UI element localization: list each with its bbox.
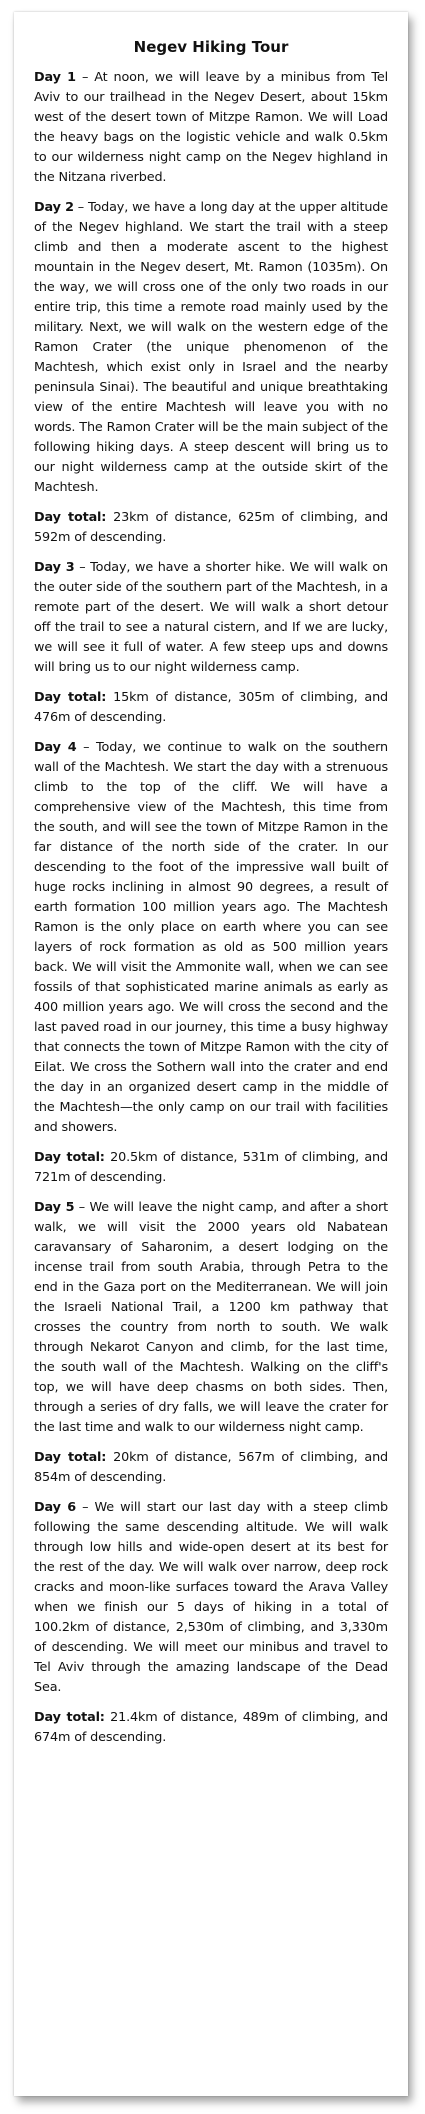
day-1-paragraph	[34, 68, 388, 188]
day-text: – Today, we have a shorter hike. We will walk on the outer side of the southern part of the Machtesh, in a remote part of the desert. We will walk a short detour off the trail to see a natural cistern, and If we are lucky, we will see it full of water. A few steep ups and downs will bring us to our night wilderness camp.	[34, 560, 388, 675]
day-2-paragraph	[34, 198, 388, 498]
day-label: Day 1	[34, 70, 76, 85]
day-total-label: Day total:	[34, 510, 107, 525]
day-label: Day 3	[34, 560, 75, 575]
day-text: – Today, we have a long day at the upper altitude of the Negev highland. We start the trail with a steep climb and then a moderate ascent to the highest mountain in the Negev desert, Mt. Ramon (1035m). On the way, we will cross one of the only two roads in our entire trip, this time a remote road mainly used by the military. Next, we will walk on the western edge of the Ramon Crater (the unique phenomenon of the Machtesh, which exist only in Israel and the nearby peninsula Sinai). The beautiful and unique breathtaking view of the entire Machtesh will leave you with no words. The Ramon Crater will be the main subject of the following hiking days. A steep descent will bring us to our night wilderness camp at the outside skirt of the Machtesh.	[34, 200, 388, 495]
day-4-total	[34, 1148, 388, 1188]
day-text: – We will leave the night camp, and after a short walk, we will visit the 2000 years old Nabatean caravansary of Saharonim, a desert lodging on the incense trail from south Arabia, through Petra to the end in the Gaza port on the Mediterranean. We will join the Israeli National Trail, a 1200 km pathway that crosses the country from north to south. We walk through Nekarot Canyon and climb, for the last time, the south wall of the Machtesh. Walking on the cliff's top, we will have deep chasms on both sides. Then, through a series of dry falls, we will leave the crater for the last time and walk to our wilderness night camp.	[34, 1200, 388, 1435]
day-total-label: Day total:	[34, 1150, 105, 1165]
day-total-label: Day total:	[34, 1710, 105, 1725]
day-total-text: 21.4km of distance, 489m of climbing, and 674m of descending.	[34, 1710, 388, 1745]
day-5-paragraph	[34, 1198, 388, 1438]
day-text: – Today, we continue to walk on the southern wall of the Machtesh. We start the day with a strenuous climb to the top of the cliff. We will have a comprehensive view of the Machtesh, this time from the south, and will see the town of Mitzpe Ramon in the far distance of the north side of the crater. In our descending to the foot of the impressive wall built of huge rocks inclining in almost 90 degrees, a result of earth formation 100 million years ago. The Machtesh Ramon is the only place on earth where you can see layers of rock formation as old as 500 million years back. We will visit the Ammonite wall, when we can see fossils of that sophisticated marine animals as early as 400 million years ago. We will cross the second and the last paved road in our journey, this time a busy highway that connects the town of Mitzpe Ramon with the city of Eilat. We cross the Sothern wall into the crater and end the day in an organized desert camp in the middle of the Machtesh—the only camp on our trail with facilities and showers.	[34, 740, 388, 1135]
day-6-paragraph	[34, 1498, 388, 1698]
day-2-total	[34, 508, 388, 548]
day-total-text: 20km of distance, 567m of climbing, and 854m of descending.	[34, 1450, 389, 1485]
day-total-label: Day total:	[34, 690, 107, 705]
day-3-total	[34, 688, 388, 728]
day-text: – We will start our last day with a steep climb following the same descending altitude. We will walk through low hills and wide-open desert at its best for the rest of the day. We will walk over narrow, deep rock cracks and moon-like surfaces toward the Arava Valley when we finish our 5 days of hiking in a total of 100.2km of distance, 2,530m of climbing, and 3,330m of descending. We will meet our minibus and travel to Tel Aviv through the amazing landscape of the Dead Sea.	[34, 1500, 388, 1695]
day-text: – At noon, we will leave by a minibus from Tel Aviv to our trailhead in the Negev Desert, about 15km west of the desert town of Mitzpe Ramon. We will Load the heavy bags on the logistic vehicle and walk 0.5km to our wilderness night camp on the Negev highland in the Nitzana riverbed.	[34, 70, 388, 185]
day-total-label: Day total:	[34, 1450, 107, 1465]
day-label: Day 5	[34, 1200, 75, 1215]
day-6-total	[34, 1708, 388, 1748]
day-total-text: 15km of distance, 305m of climbing, and 476m of descending.	[34, 690, 389, 725]
day-5-total	[34, 1448, 388, 1488]
day-label: Day 6	[34, 1500, 77, 1515]
day-label: Day 4	[34, 740, 77, 755]
day-total-text: 20.5km of distance, 531m of climbing, and 721m of descending.	[34, 1150, 388, 1185]
document-page	[14, 12, 408, 2096]
page-title: Negev Hiking Tour	[133, 38, 289, 56]
day-3-paragraph	[34, 558, 388, 678]
day-total-text: 23km of distance, 625m of climbing, and 592m of descending.	[34, 510, 389, 545]
day-label: Day 2	[34, 200, 74, 215]
day-4-paragraph	[34, 738, 388, 1138]
